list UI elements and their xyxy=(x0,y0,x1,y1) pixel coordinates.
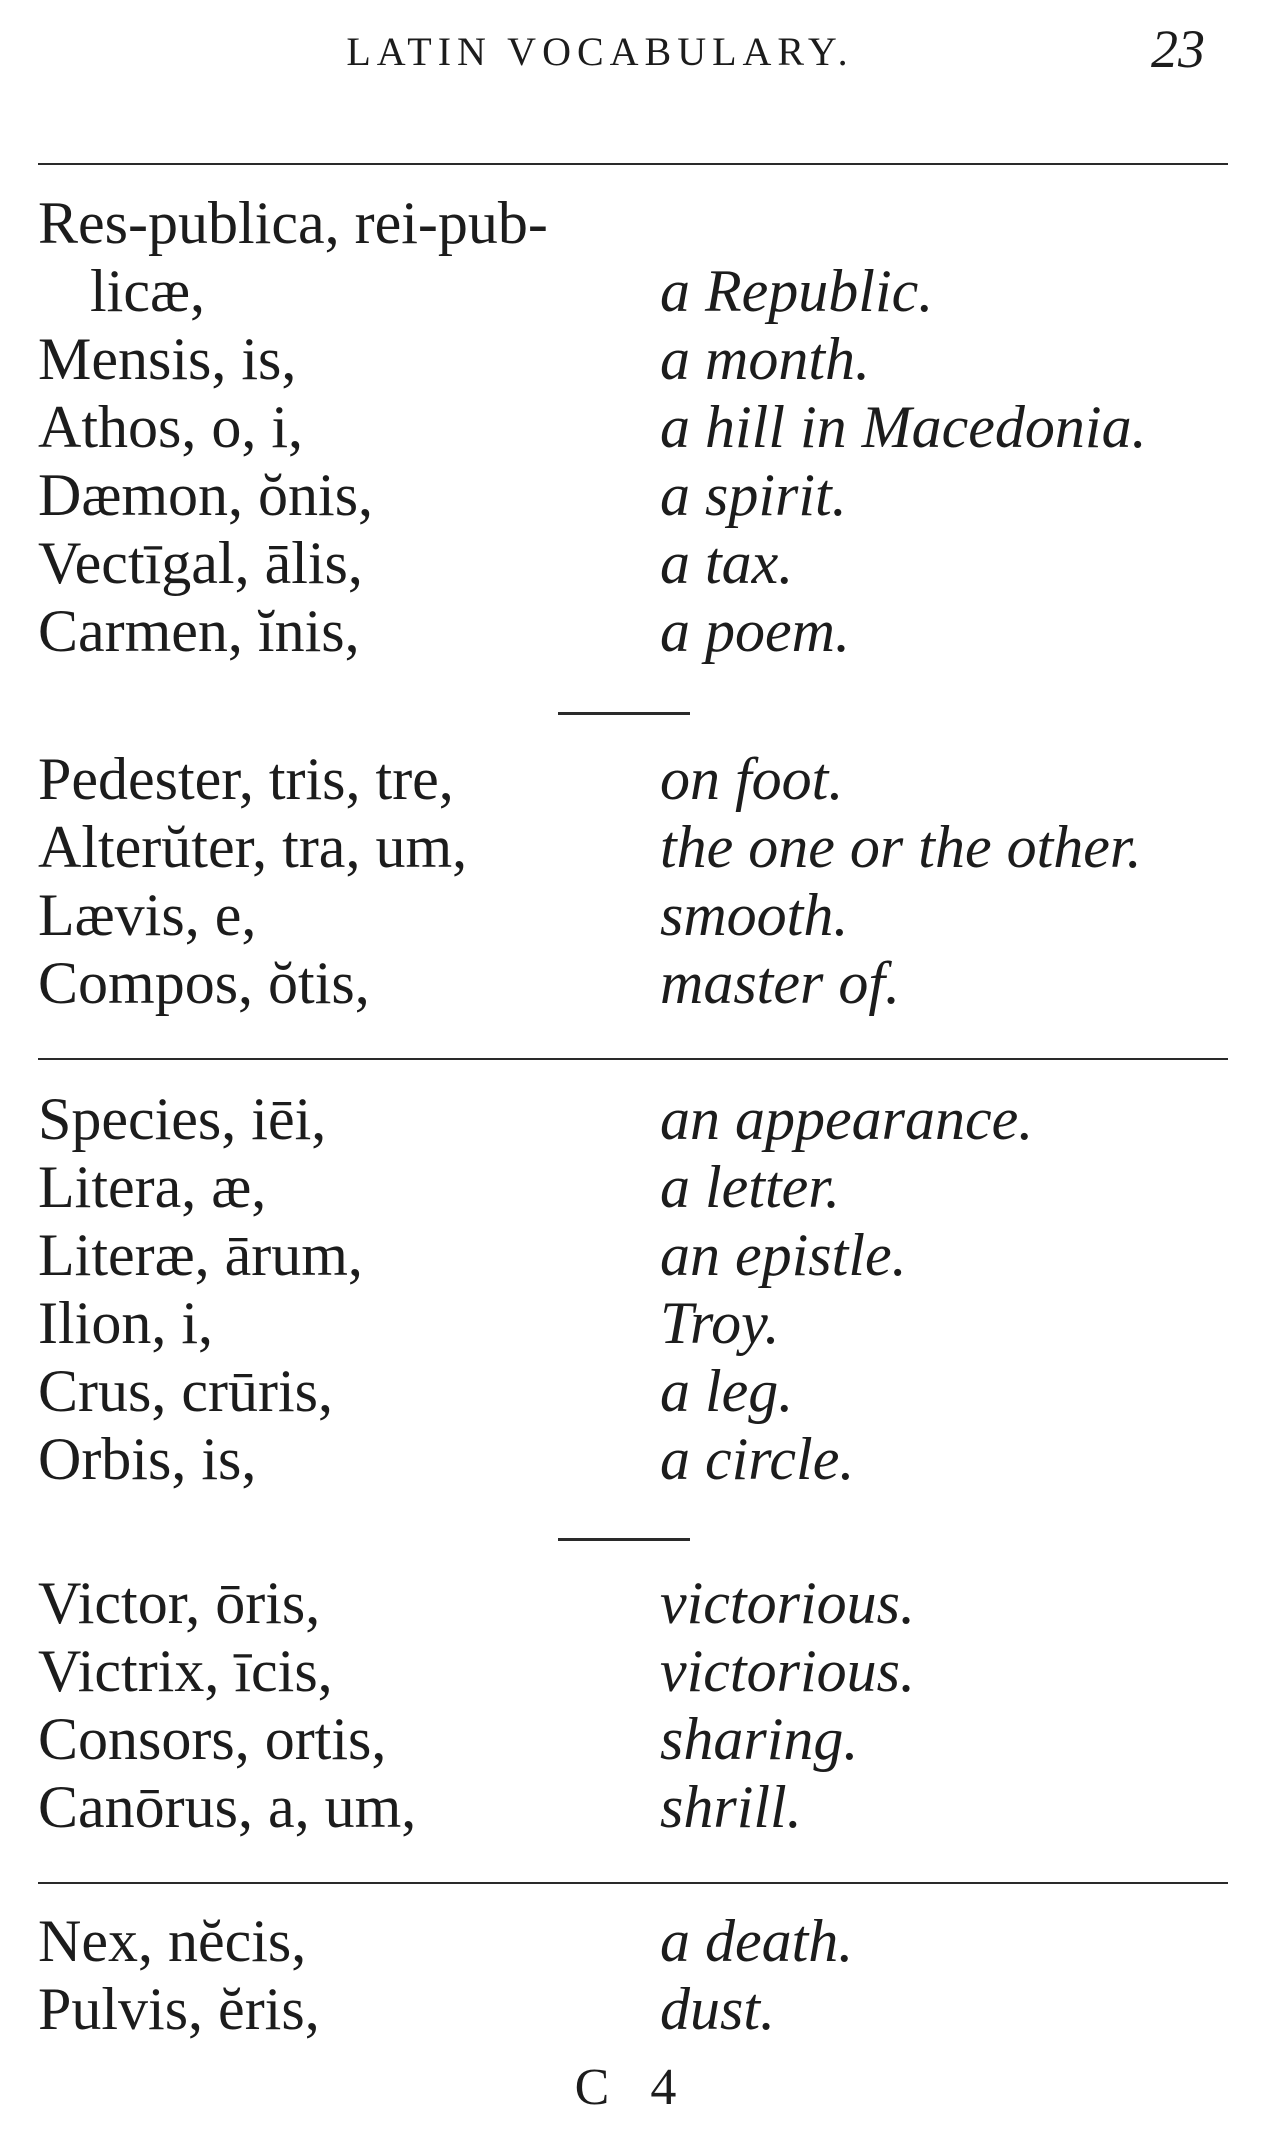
latin-word: Mensis, is, xyxy=(38,326,297,392)
vocab-entry xyxy=(38,1704,1228,1774)
latin-word: Literæ, ārum, xyxy=(38,1222,363,1288)
vocab-entry xyxy=(38,812,1228,882)
vocab-entry xyxy=(38,1356,1228,1426)
latin-word: Victrix, īcis, xyxy=(38,1638,333,1704)
section-divider-long xyxy=(38,1058,1228,1060)
latin-word: Pedester, tris, tre, xyxy=(38,746,454,812)
latin-word: Crus, crūris, xyxy=(38,1358,333,1424)
latin-word: Consors, ortis, xyxy=(38,1706,387,1772)
vocab-entry xyxy=(38,1974,1228,2044)
latin-word: Litera, æ, xyxy=(38,1154,267,1220)
english-gloss: a leg. xyxy=(660,1358,794,1424)
english-gloss: the one or the other. xyxy=(660,814,1142,880)
signature-mark: C 4 xyxy=(574,2059,691,2116)
english-gloss: shrill. xyxy=(660,1774,802,1840)
latin-word: Carmen, ĭnis, xyxy=(38,598,360,664)
vocab-entry xyxy=(38,460,1228,530)
vocab-entry xyxy=(38,256,1228,326)
english-gloss: smooth. xyxy=(660,882,849,948)
header-rule xyxy=(38,163,1228,165)
english-gloss: a month. xyxy=(660,326,870,392)
latin-word: Pulvis, ĕris, xyxy=(38,1976,320,2042)
vocab-entry xyxy=(38,1424,1228,1494)
english-gloss: a letter. xyxy=(660,1154,840,1220)
english-gloss: a hill in Macedonia. xyxy=(660,394,1147,460)
vocab-entry xyxy=(38,596,1228,666)
latin-word: Athos, o, i, xyxy=(38,394,304,460)
section-divider-short xyxy=(558,1538,690,1541)
latin-word: licæ, xyxy=(90,258,205,324)
vocab-entry xyxy=(38,528,1228,598)
vocab-entry xyxy=(38,324,1228,394)
vocab-entry xyxy=(38,392,1228,462)
vocab-entry xyxy=(38,188,1228,258)
vocab-entry xyxy=(38,880,1228,950)
latin-word: Alterŭter, tra, um, xyxy=(38,814,468,880)
vocab-entry xyxy=(38,1084,1228,1154)
english-gloss: dust. xyxy=(660,1976,776,2042)
vocab-entry xyxy=(38,1568,1228,1638)
latin-word: Res-publica, rei-pub- xyxy=(38,190,548,256)
latin-word: Vectīgal, ālis, xyxy=(38,530,363,596)
english-gloss: an appearance. xyxy=(660,1086,1034,1152)
english-gloss: victorious. xyxy=(660,1638,915,1704)
vocab-entry xyxy=(38,1288,1228,1358)
section-divider-short xyxy=(558,712,690,715)
page-number: 23 xyxy=(1151,19,1205,79)
vocab-entry xyxy=(38,1220,1228,1290)
latin-word: Victor, ōris, xyxy=(38,1570,321,1636)
english-gloss: on foot. xyxy=(660,746,844,812)
english-gloss: a spirit. xyxy=(660,462,847,528)
latin-word: Nex, nĕcis, xyxy=(38,1908,307,1974)
english-gloss: a death. xyxy=(660,1908,854,1974)
latin-word: Dæmon, ŏnis, xyxy=(38,462,374,528)
vocab-entry xyxy=(38,744,1228,814)
latin-word: Orbis, is, xyxy=(38,1426,257,1492)
english-gloss: Troy. xyxy=(660,1290,780,1356)
latin-word: Canōrus, a, um, xyxy=(38,1774,417,1840)
english-gloss: a circle. xyxy=(660,1426,855,1492)
vocab-entry xyxy=(38,948,1228,1018)
english-gloss: sharing. xyxy=(660,1706,859,1772)
vocab-entry xyxy=(38,1636,1228,1706)
latin-word: Compos, ŏtis, xyxy=(38,950,370,1016)
running-header: LATIN VOCABULARY. xyxy=(346,29,854,74)
english-gloss: a tax. xyxy=(660,530,794,596)
english-gloss: a Republic. xyxy=(660,258,934,324)
latin-word: Ilion, i, xyxy=(38,1290,213,1356)
section-divider-long xyxy=(38,1882,1228,1884)
vocab-entry xyxy=(38,1152,1228,1222)
vocab-entry xyxy=(38,1772,1228,1842)
english-gloss: victorious. xyxy=(660,1570,915,1636)
english-gloss: an epistle. xyxy=(660,1222,907,1288)
english-gloss: master of. xyxy=(660,950,900,1016)
vocab-entry xyxy=(38,1906,1228,1976)
english-gloss: a poem. xyxy=(660,598,850,664)
latin-word: Species, iēi, xyxy=(38,1086,327,1152)
latin-word: Lævis, e, xyxy=(38,882,257,948)
